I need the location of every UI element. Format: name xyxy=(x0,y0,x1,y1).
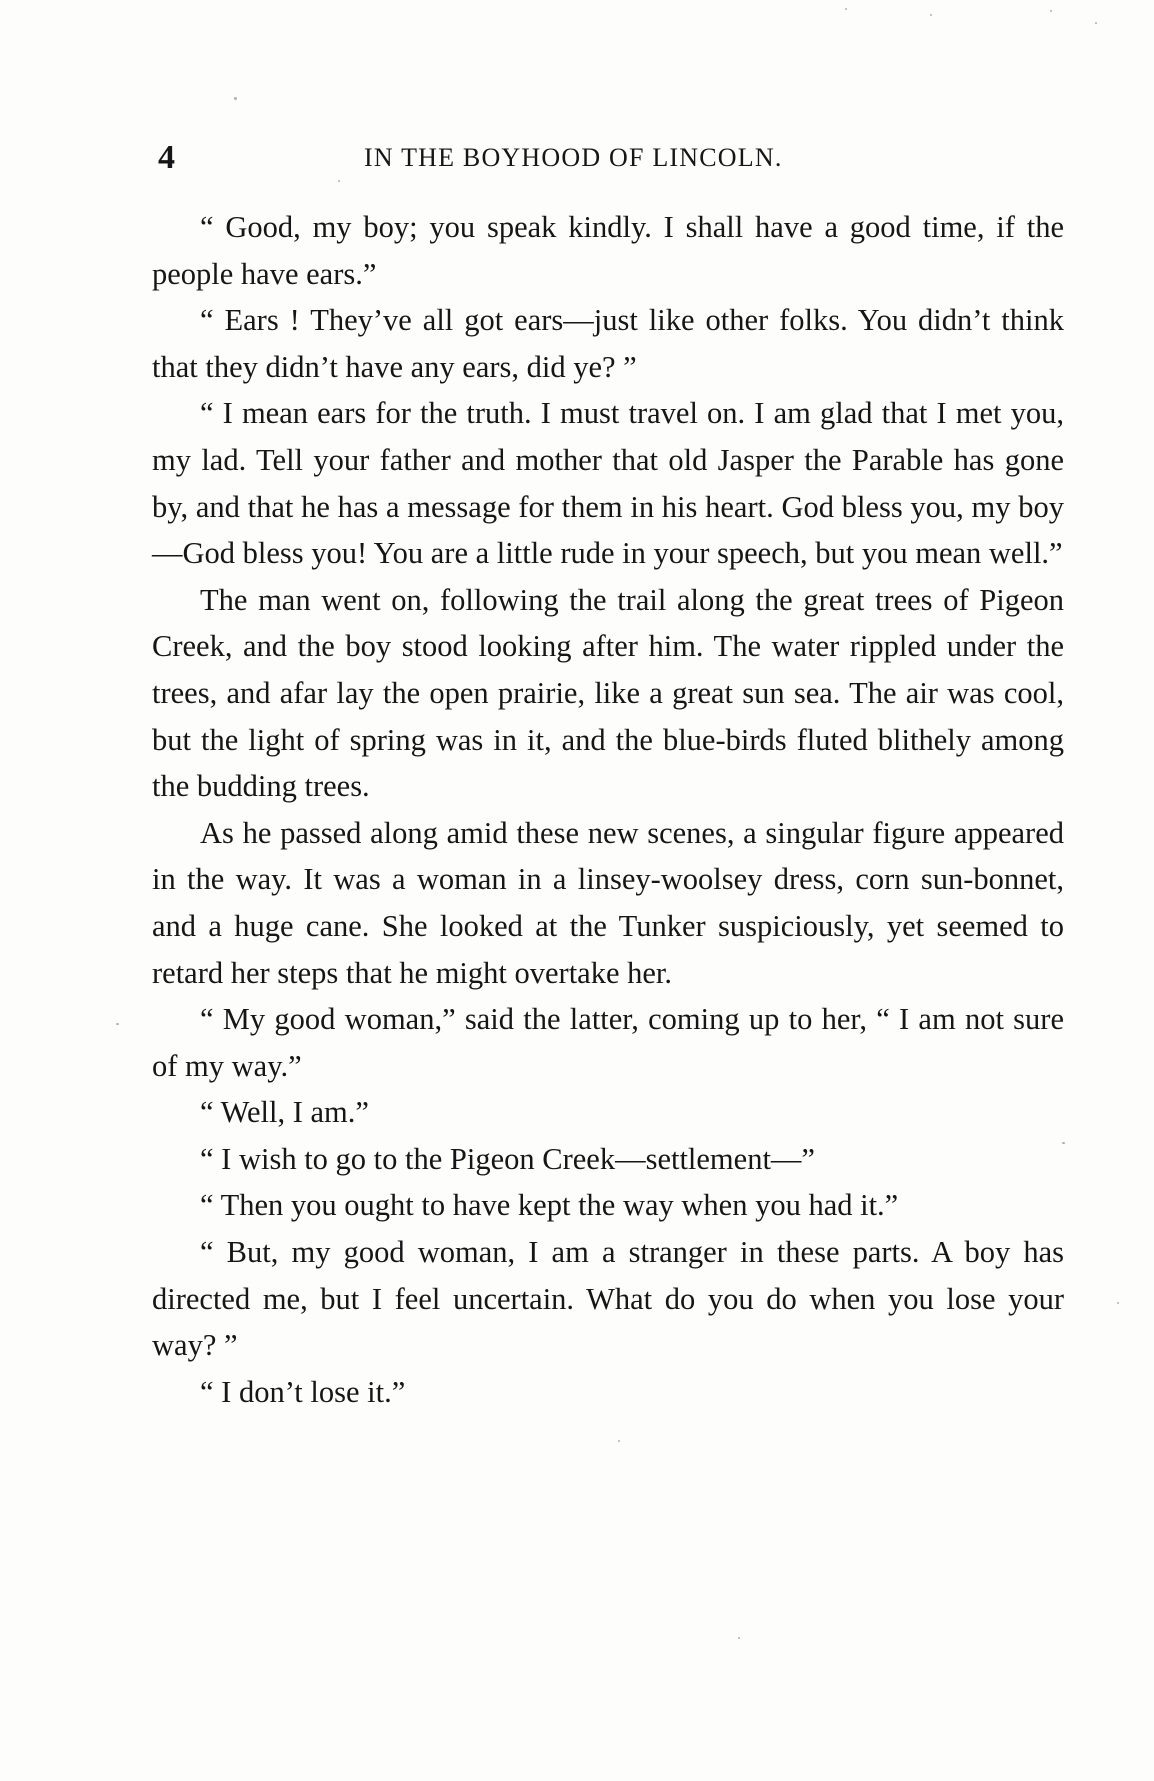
paragraph: “ Ears ! They’ve all got ears—just like other folks. You didn’t think that they didn’t have any ears, did ye? ” xyxy=(152,303,1064,384)
running-title: IN THE BOYHOOD OF LINCOLN. xyxy=(364,143,783,172)
paragraph: “ Then you ought to have kept the way when you had it.” xyxy=(200,1188,899,1223)
page-number: 4 xyxy=(158,139,175,176)
paragraph: “ Well, I am.” xyxy=(200,1095,369,1130)
paragraph: “ My good woman,” said the latter, coming up to her, “ I am not sure of my way.” xyxy=(152,1002,1064,1083)
paragraph: “ I wish to go to the Pigeon Creek—settlement—” xyxy=(200,1141,815,1176)
paragraph: “ Good, my boy; you speak kindly. I shall have a good time, if the people have ears.” xyxy=(152,210,1064,291)
paragraph: As he passed along amid these new scenes, a singular figure appeared in the way. It was a woman in a linsey-woolsey dress, corn sun-bonnet, and a huge cane. She looked at the Tunker suspiciously, yet seemed to retard her steps that he might overtake her. xyxy=(152,815,1064,990)
paragraph: The man went on, following the trail along the great trees of Pigeon Creek, and the boy stood looking after him. The water rippled under the trees, and afar lay the open prairie, like a great sun sea. The air was cool, but the light of spring was in it, and the blue-birds fluted blithely among the budding trees. xyxy=(152,582,1064,804)
running-head xyxy=(152,128,1062,176)
paragraph: “ But, my good woman, I am a stranger in these parts. A boy has directed me, but I feel uncertain. What do you do when you lose your way? ” xyxy=(152,1235,1064,1363)
body-text xyxy=(152,204,1064,1415)
paragraph: “ I mean ears for the truth. I must travel on. I am glad that I met you, my lad. Tell your father and mother that old Jasper the Parable has gone by, and that he has a message for them in his heart. God bless you, my boy—God bless you! You are a little rude in your speech, but you mean well.” xyxy=(152,396,1064,571)
paragraph: “ I don’t lose it.” xyxy=(200,1374,406,1409)
